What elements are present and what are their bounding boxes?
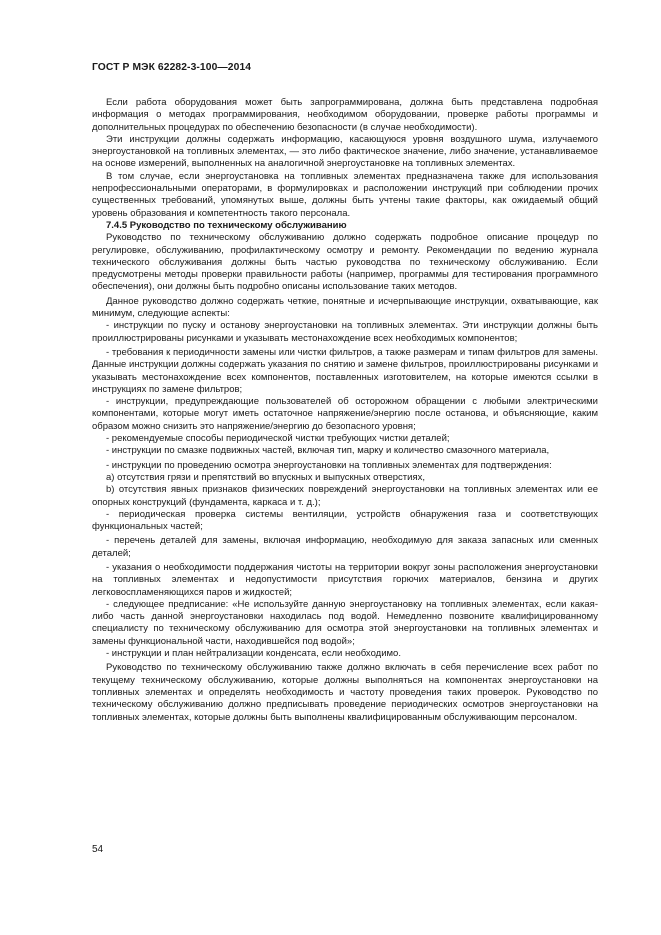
paragraph-routine-maintenance: Руководство по техническому обслуживанию также должно включать в себя перечисление всех работ по текущему техническому обслуживанию, которые должны выполняться на компонентах энергоустановки на топливных элементах и определять необходимость и частоту проведения таких проверок. Руководство по техническому обслуживанию должно предписывать проведение периодических осмотров энергоустановки на топливных элементах, которые должны быть выполнены квалифицированным обслуживающим персоналом. xyxy=(92,662,598,723)
page-header: ГОСТ Р МЭК 62282-3-100—2014 xyxy=(92,62,252,73)
list-subitem-b: b) отсутствия явных признаков физических повреждений энергоустановки на топливных элементах или ее опорных конструкций (фундамента, каркаса и т. д.); xyxy=(92,484,598,508)
paragraph-noise: Эти инструкции должны содержать информацию, касающуюся уровня воздушного шума, излучаемого энергоустановкой на топливных элементах, — это либо фактическое значение, либо значение, устанавливаемое на основе измерений, выполненных на аналогичной энергоустановке на топливных элементах. xyxy=(92,133,598,170)
document-body xyxy=(92,97,598,724)
list-item-electrical: - инструкции, предупреждающие пользователей об осторожном обращении с любыми электрическими компонентами, которые могут иметь остаточное напряжение/энергию после останова, и объясняющие, каким образом можно снизить это напряжение/энергию до безопасного уровня; xyxy=(92,396,598,432)
list-item-cleaning: - рекомендуемые способы периодической чистки требующих чистки деталей; xyxy=(106,433,450,445)
section-heading: 7.4.5 Руководство по техническому обслуживанию xyxy=(106,219,347,231)
list-item-cleanliness: - указания о необходимости поддержания чистоты на территории вокруг зоны расположения энергоустановки на топливных элементах и недопустимости присутствия горючих материалов, бензина и других легковоспламеняющихся паров и жидкостей; xyxy=(92,561,598,598)
list-item-lubrication: - инструкции по смазке подвижных частей, включая тип, марку и количество смазочного материала, xyxy=(106,445,550,457)
paragraph-nonprofessional: В том случае, если энергоустановка на топливных элементах предназначена также для использования непрофессиональными операторами, в формулировках и расположении инструкций при соблюдении прочих существенных требований, упомянутых выше, должны быть учтены такие факторы, как ожидаемый общий уровень образования и компетентность такого персонала. xyxy=(92,170,598,219)
list-item-spare-parts: - перечень деталей для замены, включая информацию, необходимую для заказа запасных или сменных деталей; xyxy=(92,535,598,559)
list-item-filters: - требования к периодичности замены или чистки фильтров, а также размерам и типам фильтров для замены. Данные инструкции должны содержать указания по снятию и замене фильтров, проиллюстрированы рисунками и указывать местонахождение всех компонентов, поставленных изготовителем, на которые имеются ссылки в инструкциях по замене фильтров; xyxy=(92,346,598,395)
list-item-condensate: - инструкции и план нейтрализации конденсата, если необходимо. xyxy=(106,648,401,660)
paragraph-aspects-intro: Данное руководство должно содержать четкие, понятные и исчерпывающие инструкции, охватывающие, как минимум, следующие аспекты: xyxy=(92,295,598,320)
list-item-water-warning: - следующее предписание: «Не используйте данную энергоустановку на топливных элементах, если какая-либо часть данной энергоустановки находилась под водой. Немедленно позвоните квалифицированному специалисту по техническому обслуживанию для осмотра этой энергоустановки на топливных элементах и замены функциональной части, находившейся под водой»; xyxy=(92,598,598,647)
paragraph-programming: Если работа оборудования может быть запрограммирована, должна быть представлена подробная информация о методах программирования, необходимом оборудовании, проверке работы программы и дополнительных процедурах по обеспечению безопасности (в случае необходимости). xyxy=(92,97,598,133)
list-item-inspection: - инструкции по проведению осмотра энергоустановки на топливных элементах для подтверждения: xyxy=(106,459,552,471)
paragraph-maintenance-manual: Руководство по техническому обслуживанию должно содержать подробное описание процедур по регулировке, обслуживанию, профилактическому осмотру и ремонту. Рекомендации по ведению журнала технического обслуживания должны быть частью руководства по техническому обслуживанию. Если предусмотрены методы проверки правильности работы (например, программы для тестирования программного обеспечения), они должны быть подробно описаны использование таких методов. xyxy=(92,232,598,293)
list-item-startup: - инструкции по пуску и останову энергоустановки на топливных элементах. Эти инструкции должны быть проиллюстрированы рисунками и указывать местонахождение всех необходимых компонентов; xyxy=(92,320,598,344)
list-item-ventilation: - периодическая проверка системы вентиляции, устройств обнаружения газа и соответствующих функциональных частей; xyxy=(92,508,598,533)
list-subitem-a: a) отсутствия грязи и препятствий во впускных и выпускных отверстиях, xyxy=(106,471,425,483)
page-number: 54 xyxy=(92,844,104,855)
